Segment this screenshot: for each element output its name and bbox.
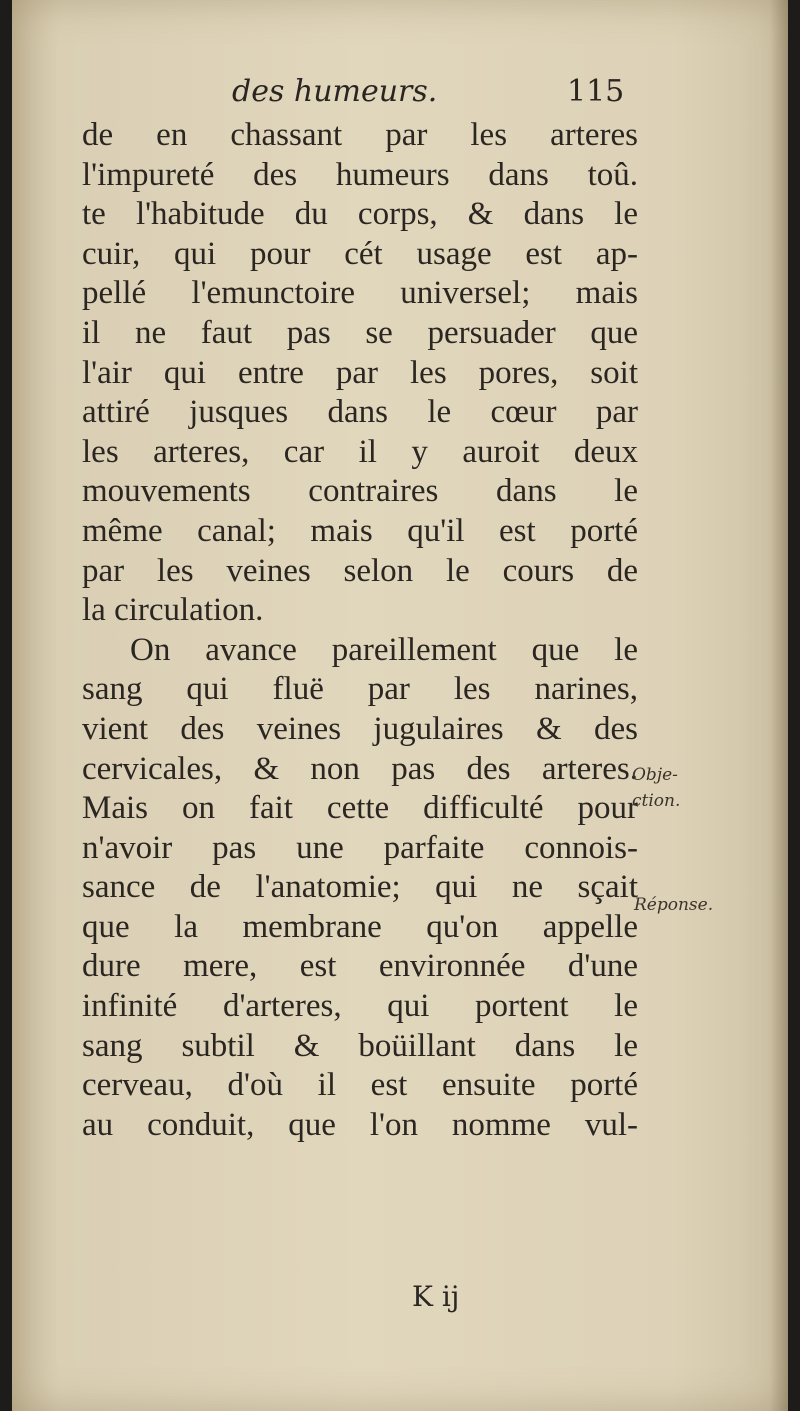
text-line: cuir, qui pour cét usage est ap-: [82, 235, 638, 272]
text-line: infinité d'arteres, qui portent le: [82, 988, 638, 1025]
margin-note-response: Réponse.: [634, 895, 714, 915]
text-line: cerveau, d'où il est ensuite porté: [82, 1067, 638, 1104]
text-line: il ne faut pas se persuader que: [82, 314, 638, 351]
text-line: l'air qui entre par les pores, soit: [82, 354, 638, 391]
page-header: [12, 74, 652, 114]
text-line: pellé l'emunctoire universel; mais: [82, 275, 638, 312]
body-text: [82, 116, 638, 1145]
text-line: sang qui fluë par les narines,: [82, 671, 638, 708]
text-line: n'avoir pas une parfaite connois-: [82, 829, 638, 866]
text-line: te l'habitude du corps, & dans le: [82, 196, 638, 233]
text-line: que la membrane qu'on appelle: [82, 908, 638, 945]
margin-note-objection-line: Obje-: [632, 765, 678, 785]
text-line: par les veines selon le cours de: [82, 552, 638, 589]
text-line: au conduit, que l'on nomme vul-: [82, 1106, 638, 1143]
text-line: attiré jusques dans le cœur par: [82, 394, 638, 431]
text-line: mouvements contraires dans le: [82, 473, 638, 510]
page-number: 115: [567, 74, 625, 109]
text-line: même canal; mais qu'il est porté: [82, 512, 638, 549]
text-line: cervicales, & non pas des arteres.: [82, 750, 638, 787]
text-line: sance de l'anatomie; qui ne sçait: [82, 869, 638, 906]
text-line: vient des veines jugulaires & des: [82, 710, 638, 747]
text-line: l'impureté des humeurs dans toû.: [82, 156, 638, 193]
text-line: les arteres, car il y auroit deux: [82, 433, 638, 470]
text-line: de en chassant par les arteres: [82, 117, 638, 153]
text-line: la circulation.: [82, 592, 264, 629]
text-line: On avance pareillement que le: [130, 631, 638, 668]
running-title: des humeurs.: [232, 74, 438, 109]
margin-note-objection: [632, 762, 680, 814]
signature-mark: K ij: [412, 1280, 460, 1313]
text-line: Mais on fait cette difficulté pour: [82, 790, 638, 827]
book-page: [12, 0, 788, 1411]
margin-note-objection-line: ction.: [632, 791, 681, 811]
text-line: sang subtil & boüillant dans le: [82, 1027, 638, 1064]
text-line: dure mere, est environnée d'une: [82, 948, 638, 985]
